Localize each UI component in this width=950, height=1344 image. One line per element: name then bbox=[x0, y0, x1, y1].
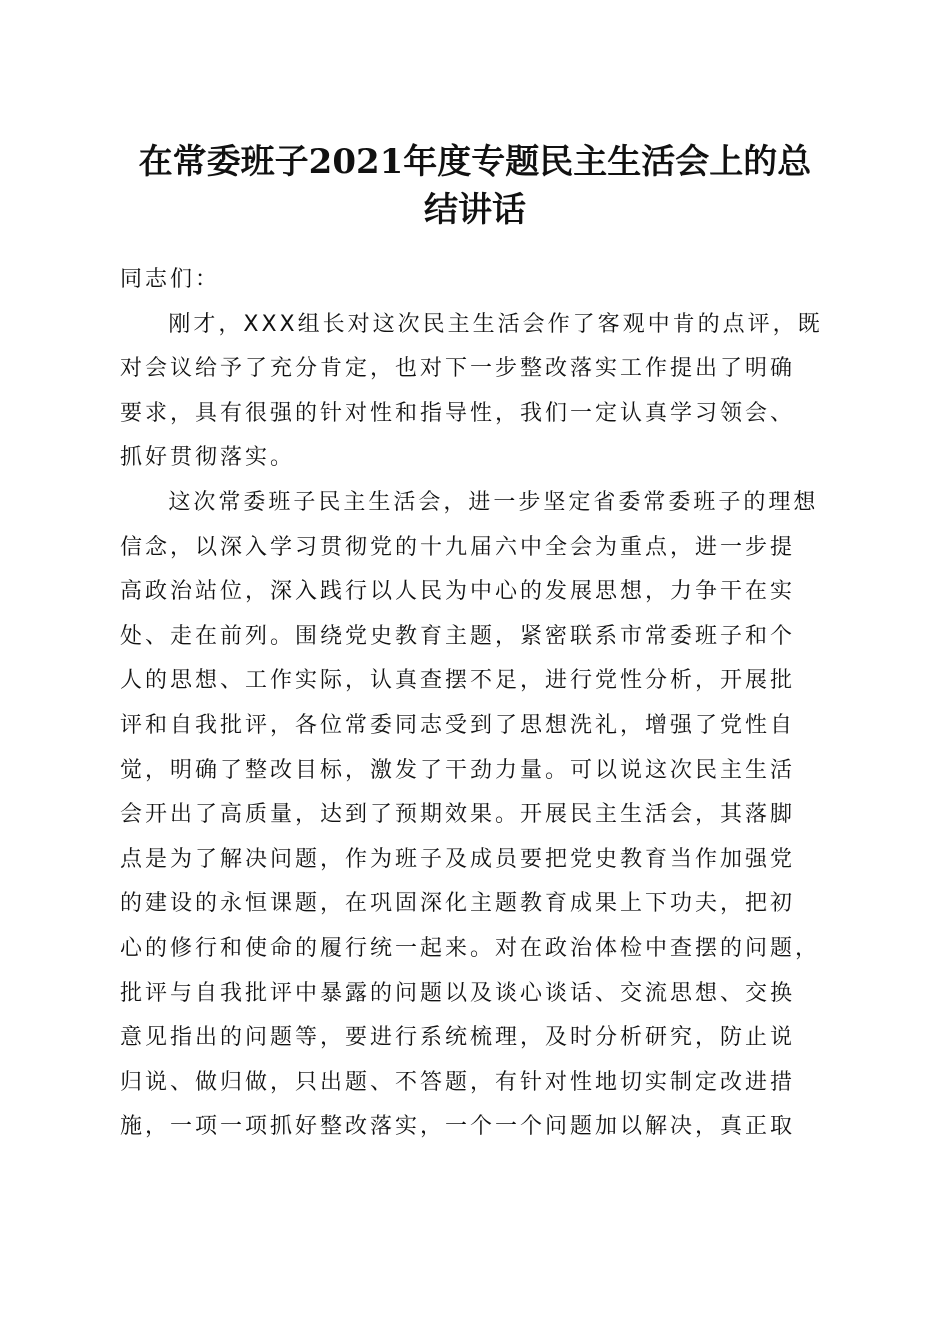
document-body bbox=[120, 258, 825, 1150]
paragraph-line: 点是为了解决问题，作为班子及成员要把党史教育当作加强党 bbox=[120, 846, 796, 872]
paragraph-line: 高政治站位，深入践行以人民为中心的发展思想，力争干在实 bbox=[120, 579, 796, 605]
paragraph-line: 对会议给予了充分肯定，也对下一步整改落实工作提出了明确 bbox=[120, 356, 796, 382]
paragraph-line: 人的思想、工作实际，认真查摆不足，进行党性分析，开展批 bbox=[120, 668, 796, 694]
paragraph-line: 施，一项一项抓好整改落实，一个一个问题加以解决，真正取 bbox=[120, 1114, 796, 1140]
paragraph-line: 刚才，XXX组长对这次民主生活会作了客观中肯的点评，既 bbox=[168, 311, 823, 337]
salutation: 同志们： bbox=[120, 267, 221, 292]
paragraph-line: 意见指出的问题等，要进行系统梳理，及时分析研究，防止说 bbox=[120, 1025, 796, 1051]
paragraph-line: 批评与自我批评中暴露的问题以及谈心谈话、交流思想、交换 bbox=[120, 980, 796, 1006]
paragraph-line: 处、走在前列。围绕党史教育主题，紧密联系市常委班子和个 bbox=[120, 623, 796, 649]
paragraph-line: 觉，明确了整改目标，激发了干劲力量。可以说这次民主生活 bbox=[120, 757, 796, 783]
paragraph-2 bbox=[120, 481, 825, 1150]
paragraph-line: 评和自我批评，各位常委同志受到了思想洗礼，增强了党性自 bbox=[120, 712, 796, 738]
paragraph-line: 这次常委班子民主生活会，进一步坚定省委常委班子的理想 bbox=[168, 489, 819, 515]
paragraph-line: 要求，具有很强的针对性和指导性，我们一定认真学习领会、 bbox=[120, 400, 796, 426]
paragraph-line: 心的修行和使命的履行统一起来。对在政治体检中查摆的问题， bbox=[120, 935, 821, 961]
paragraph-1 bbox=[120, 303, 825, 481]
paragraph-line: 的建设的永恒课题，在巩固深化主题教育成果上下功夫，把初 bbox=[120, 891, 796, 917]
title-line-1: 在常委班子2021年度专题民主生活会上的总 bbox=[138, 142, 812, 182]
paragraph-line: 信念，以深入学习贯彻党的十九届六中全会为重点，进一步提 bbox=[120, 534, 796, 560]
paragraph-line: 会开出了高质量，达到了预期效果。开展民主生活会，其落脚 bbox=[120, 802, 796, 828]
paragraph-line: 归说、做归做，只出题、不答题，有针对性地切实制定改进措 bbox=[120, 1069, 796, 1095]
document-title bbox=[120, 138, 830, 234]
paragraph-line: 抓好贯彻落实。 bbox=[120, 445, 296, 471]
title-line-2: 结讲话 bbox=[424, 190, 526, 230]
